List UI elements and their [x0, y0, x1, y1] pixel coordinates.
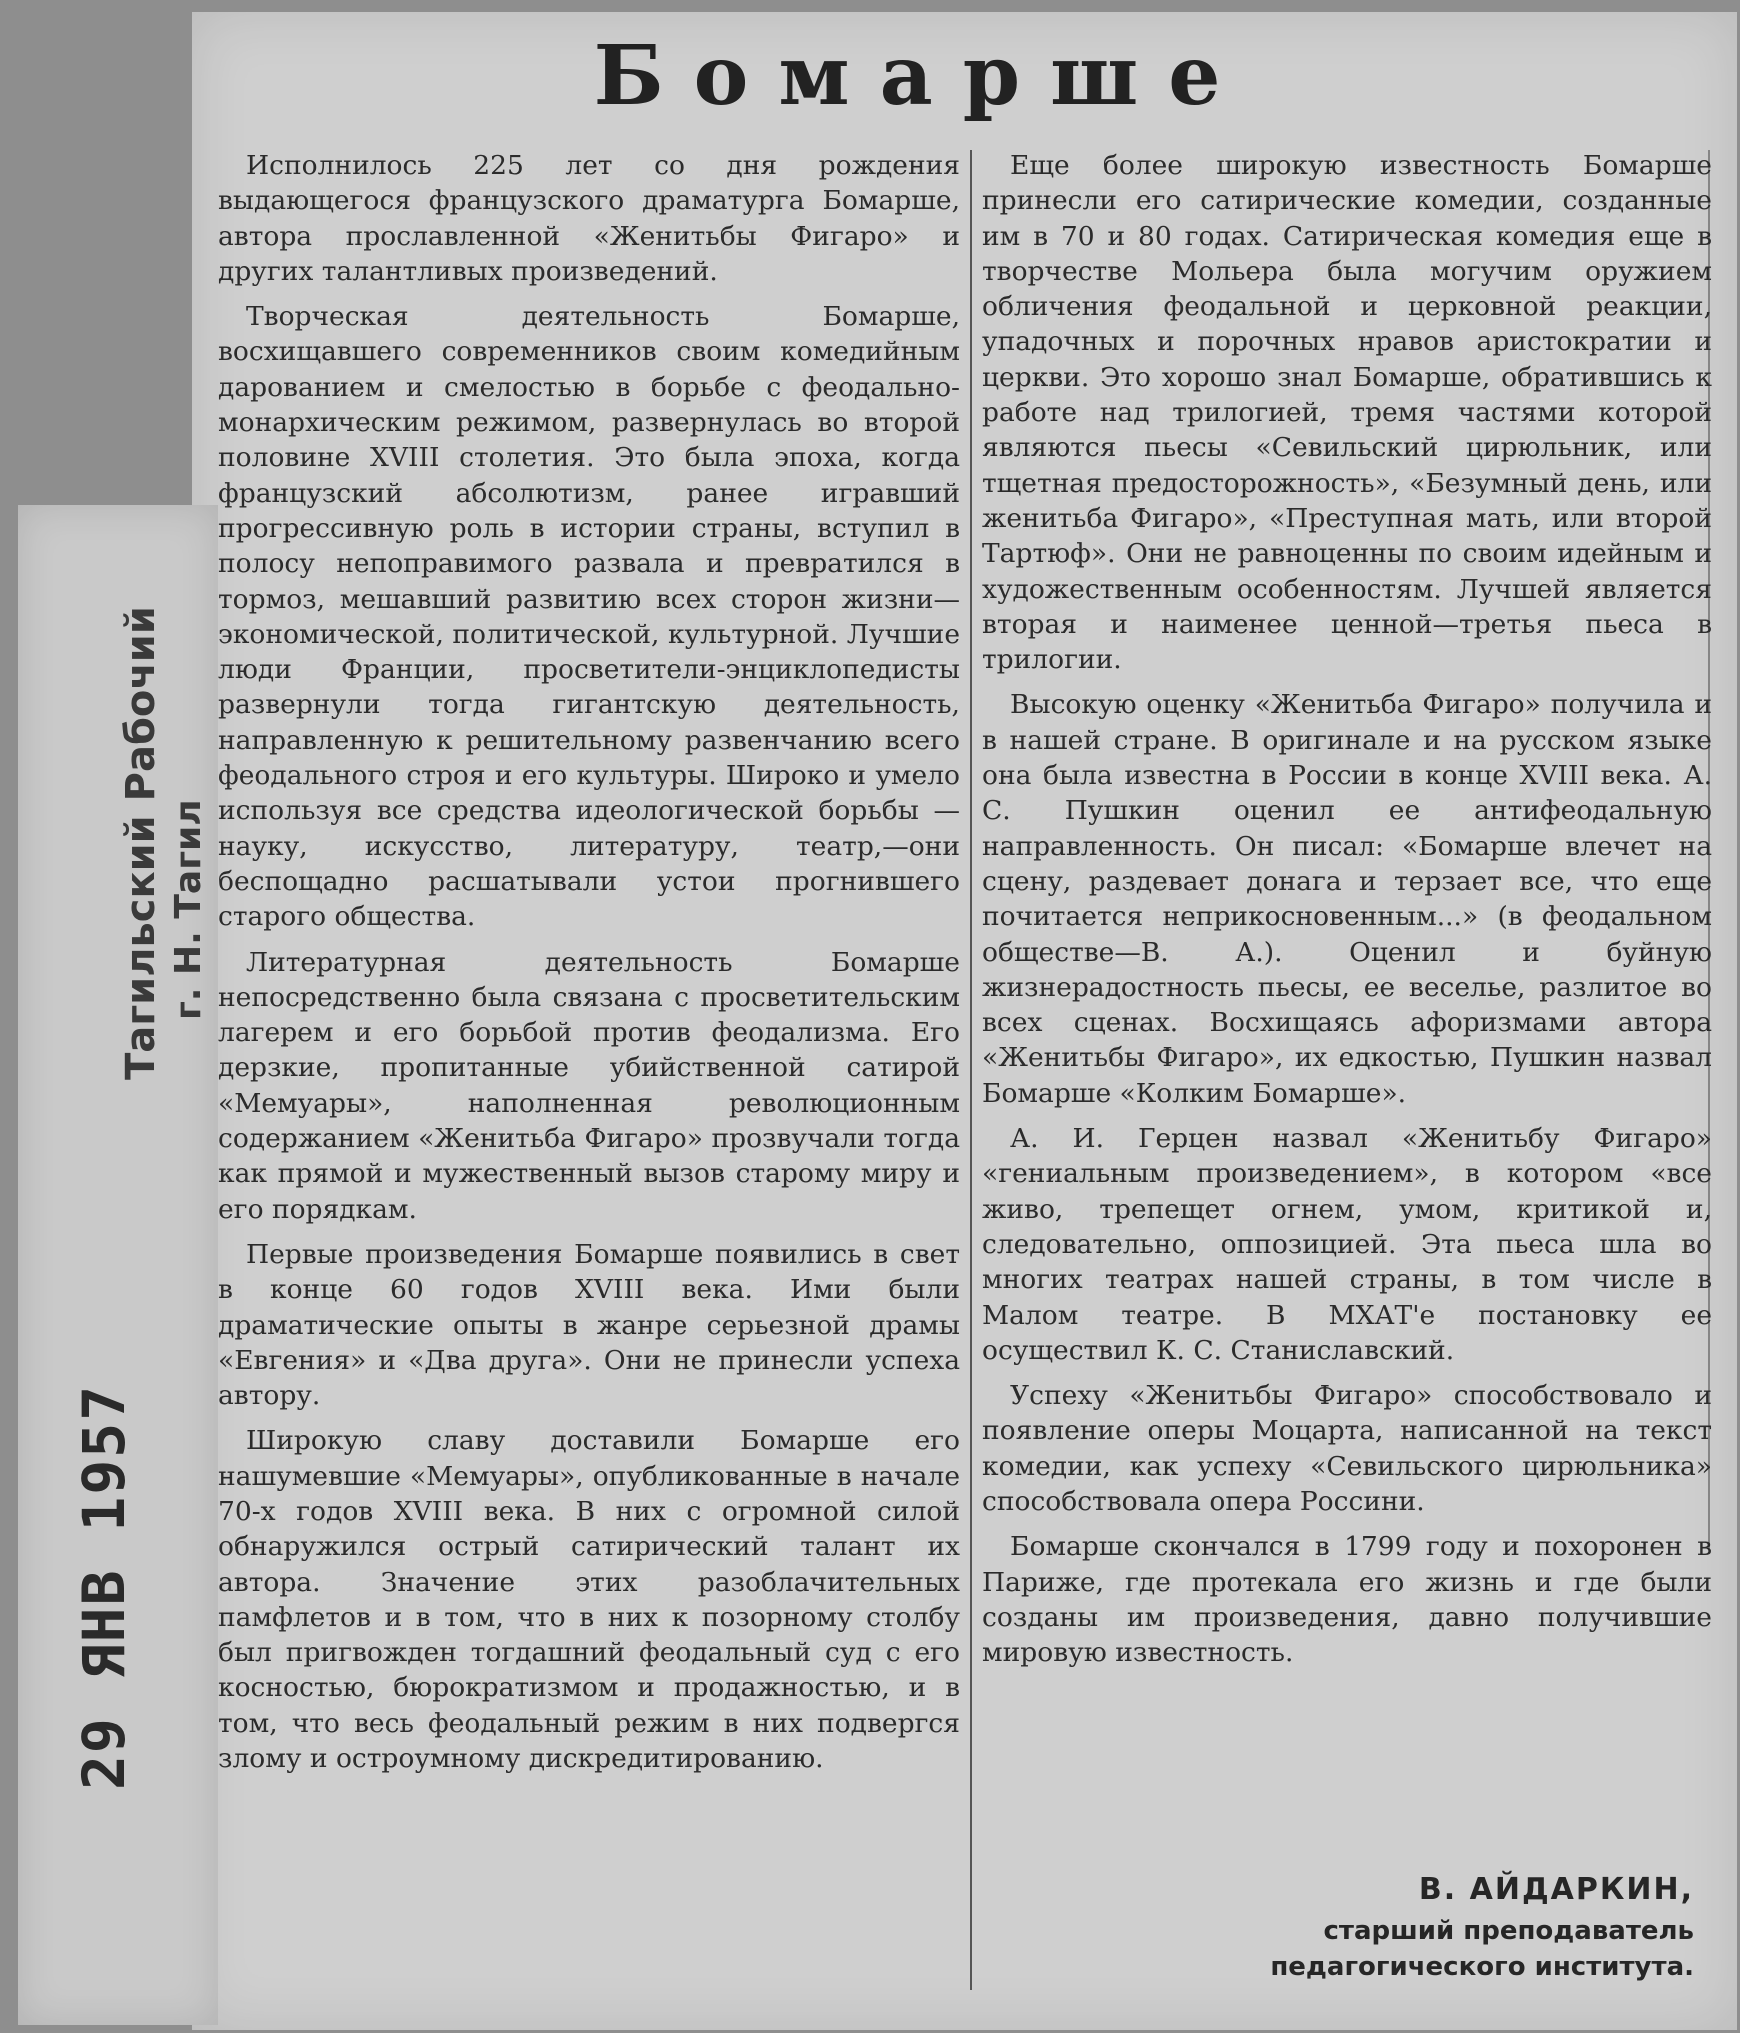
- paragraph: Высокую оценку «Женитьба Фигаро» получила и в нашей стране. В оригинале и на русском языке она была известна в России в конце XVIII века. А. С. Пушкин оценил ее антифеодальную направленность. Он писал: «Бомарше влечет на сцену, раздевает донага и терзает все, что еще почитается неприкосновенным...» (в феодальном обществе—В. А.). Оценил и буйную жизнерадостность пьесы, ее веселье, разлитое во всех сценах. Восхищаясь афоризмами автора «Женитьбы Фигаро», их едкостью, Пушкин назвал Бомарше «Колким Бомарше».: [982, 689, 1712, 1109]
- paragraph: А. И. Герцен назвал «Женитьбу Фигаро» «гениальным произведением», в котором «все живо, трепещет огнем, умом, критикой и, следовательно, оппозицией. Эта пьеса шла во многих театрах нашей страны, в том числе в Малом театре. В МХАТ'е постановку ее осуществил К. С. Станиславский.: [982, 1123, 1712, 1366]
- paragraph: Литературная деятельность Бомарше непосредственно была связана с просветительским лагерем и его борьбой против феодализма. Его дерзкие, пропитанные убийственной сатирой «Мемуары», наполненная революционным содержанием «Женитьба Фигаро» прозвучали тогда как прямой и мужественный вызов старому миру и его порядкам.: [218, 946, 960, 1225]
- author-role-line2: педагогического института.: [1270, 1952, 1694, 1982]
- date-stamp: 29 ЯНВ 1957: [70, 1383, 138, 1790]
- paragraph: Бомарше скончался в 1799 году и похоронен в Париже, где протекала его жизнь и где были созданы им произведения, давно получившие мировую известность.: [982, 1531, 1712, 1669]
- paragraph: Исполнилось 225 лет со дня рождения выдающегося французского драматурга Бомарше, автора прославленной «Женитьбы Фигаро» и других талантливых произведений.: [218, 150, 960, 287]
- left-column: [218, 148, 960, 1786]
- right-column: [982, 148, 1712, 1680]
- paragraph: Первые произведения Бомарше появились в свет в конце 60 годов XVIII века. Ими были драматические опыты в жанре серьезной драмы «Евгения» и «Два друга». Они не принесли успеха автору.: [218, 1238, 960, 1412]
- column-divider: [970, 150, 972, 1990]
- paragraph: Широкую славу доставили Бомарше его нашумевшие «Мемуары», опубликованные в начале 70-х годов XVIII века. В них с огромной силой обнаружился острый сатирический талант их автора. Значение этих разоблачительных памфлетов и в том, что в них к позорному столбу был пригвожден тогдашний феодальный суд с его косностью, бюрократизмом и продажностью, и в том, что весь феодальный режим в них подвергся злому и остроумному дискредитированию.: [218, 1425, 960, 1775]
- author-name: В. АЙДАРКИН,: [1418, 1872, 1694, 1907]
- paragraph: Успеху «Женитьбы Фигаро» способствовало и появление оперы Моцарта, написанной на текст комедии, как успеху «Севильского цирюльника» способствовала опера Россини.: [982, 1380, 1712, 1517]
- paragraph: Творческая деятельность Бомарше, восхищавшего современников своим комедийным дарованием и смелостью в борьбе с феодально-монархическим режимом, развернулась во второй половине XVIII столетия. Это была эпоха, когда французский абсолютизм, ранее игравший прогрессивную роль в истории страны, вступил в полосу непоправимого развала и превратился в тормоз, мешавший развитию всех сторон жизни—экономической, политической, культурной. Лучшие люди Франции, просветители-энциклопедисты развернули тогда гигантскую деятельность, направленную к решительному развенчанию всего феодального строя и его культуры. Широко и умело используя все средства идеологической борьбы — науку, искусство, литературу, театр,—они беспощадно расшатывали устои прогнившего старого общества.: [218, 301, 960, 933]
- article-title: Бомарше: [593, 28, 1251, 124]
- newspaper-city: г. Н. Тагил: [168, 799, 209, 1020]
- author-signature: [1270, 1872, 1694, 1985]
- newspaper-stamp: [116, 606, 212, 1080]
- author-role-line1: старший преподаватель: [1323, 1916, 1694, 1946]
- paragraph: Еще более широкую известность Бомарше принесли его сатирические комедии, созданные им в 70 и 80 годах. Сатирическая комедия еще в творчестве Мольера была могучим оружием обличения феодальной и церковной реакции, упадочных и порочных нравов аристократии и церкви. Это хорошо знал Бомарше, обратившись к работе над трилогией, тремя частями которой являются пьесы «Севильский цирюльник, или тщетная предосторожность», «Безумный день, или женитьба Фигаро», «Преступная мать, или второй Тартюф». Они не равноценны по своим идейным и художественным особенностям. Лучшей является вторая и наименее ценной—третья пьеса в трилогии.: [982, 150, 1712, 676]
- newspaper-name: Тагильский Рабочий: [118, 606, 164, 1080]
